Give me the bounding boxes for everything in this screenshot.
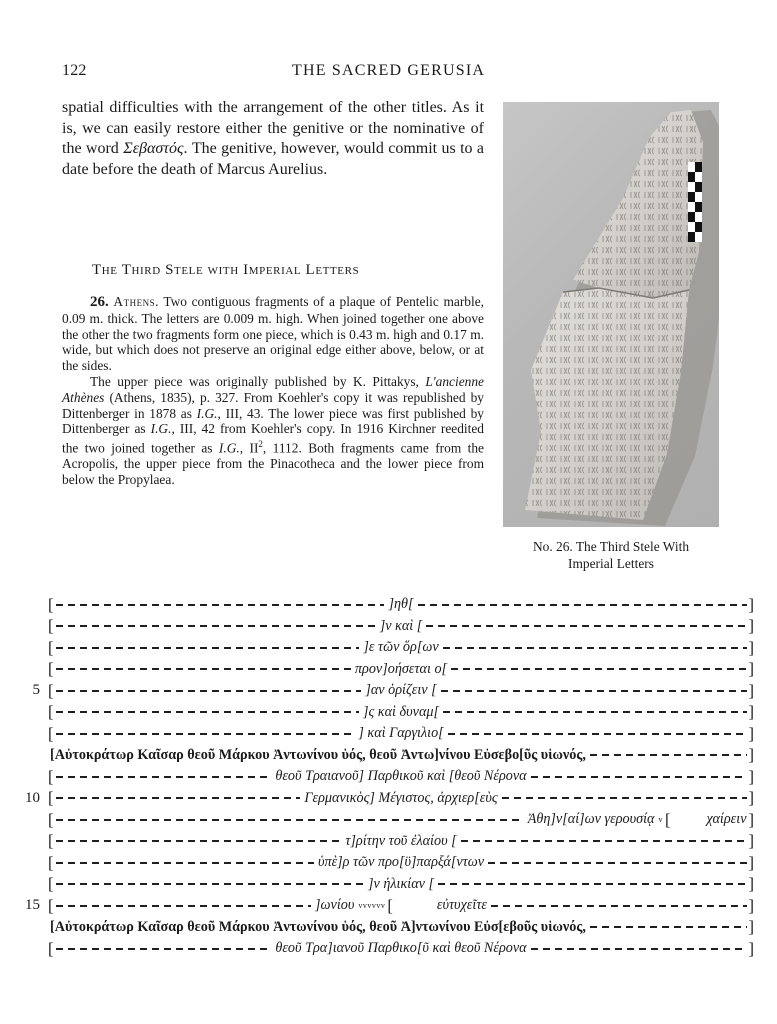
greek-text: ]ν καὶ [ — [379, 617, 423, 634]
greek-text: θεοῦ Τρα]ιανοῦ Παρθικο[ῦ καὶ θεοῦ Νέρονα — [275, 940, 527, 957]
bracket: ] — [748, 788, 754, 807]
line-number: 15 — [25, 897, 40, 914]
inscription-line — [25, 788, 754, 810]
inscription-line — [48, 809, 754, 831]
bracket: ] — [748, 659, 754, 678]
ig-abbrev: I.G. — [150, 421, 172, 437]
entry-text: , II — [239, 440, 259, 456]
entry-place: Athens. — [113, 294, 159, 309]
greek-text: ]ηθ[ — [388, 596, 414, 613]
bracket: ] — [748, 680, 754, 700]
lacuna-dashes — [531, 776, 747, 778]
entry-paragraph-2 — [62, 374, 484, 488]
lacuna-dashes — [56, 668, 351, 670]
intro-line: however, would commit us to a date before the death — [62, 140, 485, 178]
greek-text: χαίρειν — [706, 811, 747, 828]
inscription-line — [48, 766, 754, 788]
greek-text: ]αν ὁρίζειν [ — [365, 682, 437, 699]
lacuna-dashes — [451, 668, 746, 670]
greek-text: προν]οήσεται ο[ — [354, 660, 448, 677]
bracket: ] — [748, 852, 754, 872]
bracket: ] — [748, 938, 754, 958]
lacuna-dashes — [56, 733, 355, 735]
greek-text: εὐτυχεῖτε — [436, 897, 488, 914]
inscription-line — [48, 917, 754, 939]
bracket: ] — [748, 616, 755, 635]
bracket: [ — [48, 723, 54, 743]
scale-bar-icon — [688, 162, 702, 242]
entry-text-1: Two contiguous fragments of a plaque of Pentelic marble, 0.09 m. thick. The letters are 0.009 m. high. When joined together one above the other the two fragments form one piece, which is 0.43 m. high and 0.17 m. wide, but which does not preserve an original edge either above, below, or at the sides. — [62, 294, 484, 374]
intro-line: or the nominative of the word — [62, 119, 485, 157]
line-number: 5 — [32, 682, 40, 699]
inscription-line — [32, 680, 754, 702]
entry-text: (Athens, 1835), p. 327. From Koehler's copy it was republished by Dittenberger in 1878 as — [62, 389, 484, 421]
bracket: ] — [748, 637, 754, 657]
entry-text: , III, 43. The lower piece was first published by Dittenberger as — [62, 405, 484, 437]
lacuna-dashes — [56, 948, 272, 950]
lacuna-dashes — [491, 905, 746, 907]
greek-text: Γερμανικὸς] Μέγιστος, ἀρχιερ[εὺς — [304, 789, 498, 806]
greek-text: ]ε τῶν ὅρ[ων — [363, 639, 439, 656]
greek-text: ]ς καὶ δυναμ[ — [362, 703, 440, 720]
intro-line: . The genitive, — [183, 140, 277, 157]
lacuna-dashes — [56, 819, 524, 821]
bracket: [ — [48, 659, 54, 678]
lacuna-dashes — [56, 776, 272, 778]
greek-text: τ]ρίτην τοῦ ἐλαίου [ — [345, 832, 457, 849]
caption-line: Imperial Letters — [568, 556, 654, 571]
inscription-line — [48, 637, 754, 659]
ig-abbrev: I.G. — [218, 440, 240, 456]
bracket: ] — [748, 917, 754, 936]
bracket: [ — [48, 616, 54, 635]
bracket: [ — [48, 831, 54, 850]
bracket: ] — [748, 702, 755, 721]
line-number: 10 — [25, 789, 40, 806]
stele-photograph — [503, 102, 719, 527]
intro-line: of Marcus Aurelius. — [199, 160, 328, 178]
lacuna-dashes — [426, 625, 746, 627]
lacuna-dashes — [502, 797, 747, 799]
caption-line: No. 26. The Third Stele With — [532, 539, 690, 554]
bracket: ] — [748, 723, 754, 743]
inscription-line — [48, 702, 754, 724]
bracket: [ — [48, 895, 54, 915]
lacuna-dashes — [443, 711, 746, 713]
bracket: [ — [48, 766, 54, 786]
bracket: ] — [748, 874, 754, 893]
inscription-line — [48, 852, 754, 874]
lacuna-dashes — [531, 948, 747, 950]
inscription-line — [48, 594, 754, 616]
bracket: [ — [48, 852, 54, 872]
greek-word-sebastos: Σεβαστός — [123, 140, 184, 157]
intro-line: spatial difficulties with the arrangement of the other — [62, 99, 407, 116]
bracket: ] — [748, 594, 754, 614]
inscription-line — [48, 745, 754, 767]
greek-text: ]ωνίου — [314, 897, 355, 914]
vacat-mark: v — [658, 815, 664, 825]
photo-caption — [503, 538, 719, 572]
inscription-line — [25, 895, 754, 917]
lacuna-dashes — [461, 840, 747, 842]
edition-superscript: 2 — [258, 439, 263, 450]
lacuna-dashes — [590, 926, 747, 928]
lacuna-dashes — [438, 883, 746, 885]
lacuna-dashes — [56, 883, 364, 885]
lacuna-dashes — [56, 797, 301, 799]
lacuna-dashes — [418, 604, 747, 606]
bracket: ] — [748, 831, 754, 850]
lacuna-dashes — [56, 711, 359, 713]
inscription-line — [48, 616, 754, 638]
bracket: [ — [48, 874, 54, 893]
lacuna-dashes — [56, 647, 360, 649]
inscription-line — [48, 659, 754, 681]
lacuna-dashes — [56, 604, 385, 606]
lacuna-dashes — [56, 625, 376, 627]
bracket: [ — [48, 702, 54, 721]
book-title: L'ancienne Athènes — [62, 373, 484, 405]
greek-text: θεοῦ Τραιανοῦ] Παρθικοῦ καὶ [θεοῦ Νέρονα — [275, 768, 527, 785]
inscription-line — [48, 723, 754, 745]
ig-abbrev: I.G. — [196, 405, 218, 421]
lacuna-dashes — [590, 754, 747, 756]
greek-text: [Αὐτοκράτωρ Καῖσαρ θεοῦ Μάρκου Ἀντωνίνου ὑός, θεοῦ Ἀντω]νίνου Εὐσεβο[ῦς υἱωνός, — [50, 746, 586, 763]
bracket: ] — [748, 745, 754, 764]
greek-text: ]ν ἡλικίαν [ — [367, 875, 435, 892]
section-heading: The Third Stele with Imperial Letters — [92, 262, 360, 278]
lacuna-dashes — [56, 862, 314, 864]
entry-text: The upper piece was originally published by K. Pittakys, — [90, 373, 426, 389]
bracket: [ — [48, 788, 54, 807]
bracket: [ — [48, 594, 54, 614]
bracket: [ — [387, 895, 393, 915]
entry-text: , 1112. Both fragments came from the Acropolis, the upper piece from the Pinacotheca and the lower piece from below the Propylaea. — [62, 440, 484, 488]
inscription-text — [25, 594, 755, 960]
bracket: [ — [48, 938, 54, 958]
inscription-line — [48, 831, 754, 853]
inscription-line — [48, 874, 754, 896]
greek-text: ὑπὲ]ρ τῶν προ[ϋ]παρξά[ντων — [317, 854, 485, 871]
greek-text: Ἀθη]ν[αί]ων γερουσίᾳ — [527, 811, 655, 828]
inscription-line — [48, 938, 754, 960]
lacuna-dashes — [56, 690, 362, 692]
bracket: ] — [748, 895, 754, 915]
bracket: ] — [748, 766, 754, 786]
lacuna-dashes — [443, 647, 747, 649]
entry-number: 26. — [90, 294, 109, 310]
lacuna-dashes — [441, 690, 747, 692]
intro-line: titles. As it is, we can easily restore either the genitive — [62, 99, 485, 137]
entry-text: , III, 42 from Koehler's copy. In 1916 Kirchner reedited the two joined together as — [62, 421, 484, 456]
bracket: [ — [48, 680, 54, 700]
running-title: THE SACRED GERUSIA — [292, 62, 486, 79]
bracket: [ — [48, 809, 54, 829]
lacuna-dashes — [56, 905, 311, 907]
lacuna-dashes — [448, 733, 747, 735]
greek-text: ] καὶ Γαργιλιο[ — [358, 725, 444, 742]
lacuna-dashes — [56, 840, 342, 842]
bracket: ] — [748, 809, 754, 829]
page-number: 122 — [62, 62, 87, 79]
stele-fragment-image — [503, 102, 719, 527]
greek-text: [Αὐτοκράτωρ Καῖσαρ θεοῦ Μάρκου Ἀντωνίνου ὑός, θεοῦ Ἀ]ντωνίνου Εὐσ[εβοῦς υἱωνός, — [50, 918, 586, 935]
vacat-mark: vvvvvv — [358, 901, 386, 911]
bracket: [ — [48, 637, 54, 657]
entry-description — [62, 294, 484, 488]
intro-paragraph — [62, 98, 484, 180]
bracket: [ — [665, 809, 671, 829]
entry-paragraph-1 — [62, 294, 484, 374]
lacuna-dashes — [488, 862, 746, 864]
